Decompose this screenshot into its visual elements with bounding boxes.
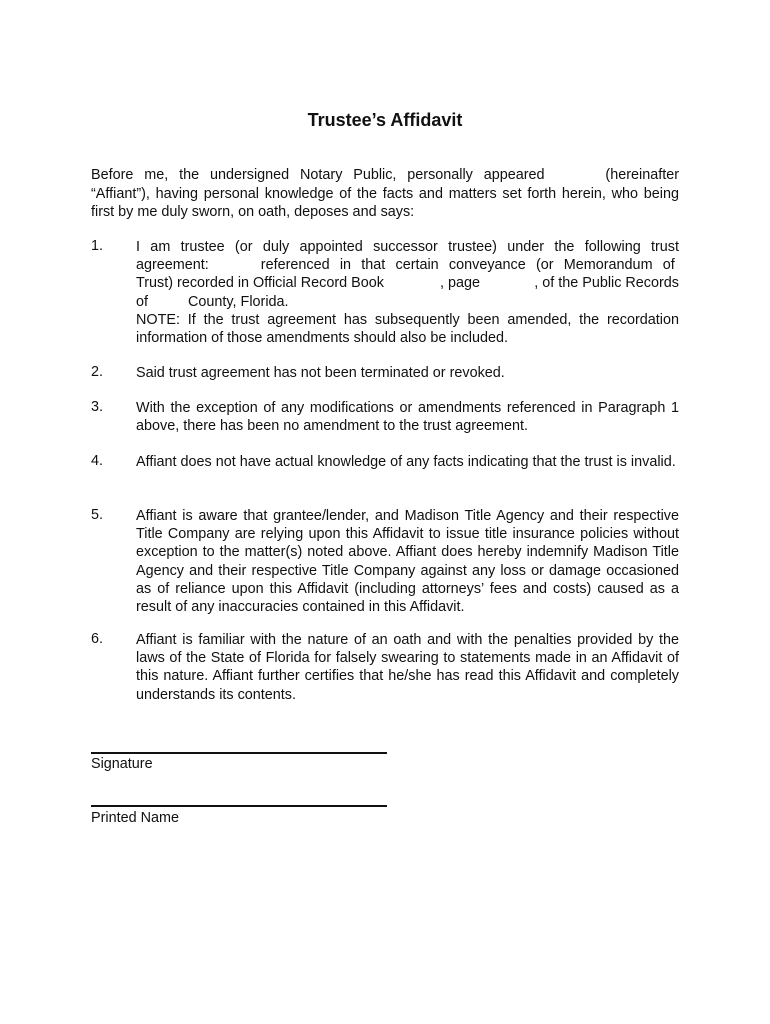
item-1-line-3: Trust) recorded in Official Record Book , page , of the Public Records <box>136 275 679 292</box>
item-number: 5. <box>91 507 104 523</box>
item-1-line-4: of County, Florida. <box>136 293 289 310</box>
item-number: 2. <box>91 364 104 380</box>
item-number: 1. <box>91 238 104 254</box>
item-number: 4. <box>91 453 104 469</box>
item-1-line-2: agreement: referenced in that certain conveyance (or Memorandum of <box>136 257 675 274</box>
list-item-2 <box>91 364 679 382</box>
list-item-4 <box>91 453 679 471</box>
list-item-1 <box>91 238 679 347</box>
item-text: Affiant is aware that grantee/lender, and Madison Title Agency and their respective Title Company are relying upon this Affidavit to issue title insurance policies without exception to the matter(s) noted above. Affiant does hereby indemnify Madison Title Agency and their respective Title Company against any loss or damage occasioned as of reliance upon this Affidavit (including attorneys’ fees and costs) caused as a result of any inaccuracies contained in this Affidavit. <box>136 508 679 616</box>
item-number: 3. <box>91 399 104 415</box>
intro-text-part2: (hereinafter “Affiant”), having personal knowledge of the facts and matters set forth herein, who being first by me duly sworn, on oath, deposes and says: <box>91 167 679 220</box>
printed-name-line <box>91 805 387 807</box>
item-text: With the exception of any modifications or amendments referenced in Paragraph 1 above, there has been no amendment to the trust agreement. <box>136 400 679 435</box>
intro-paragraph <box>91 166 679 222</box>
item-1-note: NOTE: If the trust agreement has subsequently been amended, the recordation information of those amendments should also be included. <box>136 311 679 346</box>
item-text: Affiant is familiar with the nature of an oath and with the penalties provided by the laws of the State of Florida for falsely swearing to statements made in an Affidavit of this nature. Affiant further certifies that he/she has read this Affidavit and completely understands its contents. <box>136 632 679 703</box>
signature-label: Signature <box>91 756 153 772</box>
printed-name-label: Printed Name <box>91 810 179 826</box>
item-text: Said trust agreement has not been terminated or revoked. <box>136 365 505 381</box>
list-item-5 <box>91 507 679 616</box>
signature-line <box>91 752 387 754</box>
item-1-line-1: I am trustee (or duly appointed successor trustee) under the following trust <box>136 239 679 255</box>
list-item-3 <box>91 399 679 435</box>
item-text: Affiant does not have actual knowledge of any facts indicating that the trust is invalid. <box>136 454 676 470</box>
document-title: Trustee’s Affidavit <box>307 110 463 130</box>
item-number: 6. <box>91 631 104 647</box>
intro-text-part1: Before me, the undersigned Notary Public, personally appeared <box>91 167 545 183</box>
list-item-6 <box>91 631 679 704</box>
